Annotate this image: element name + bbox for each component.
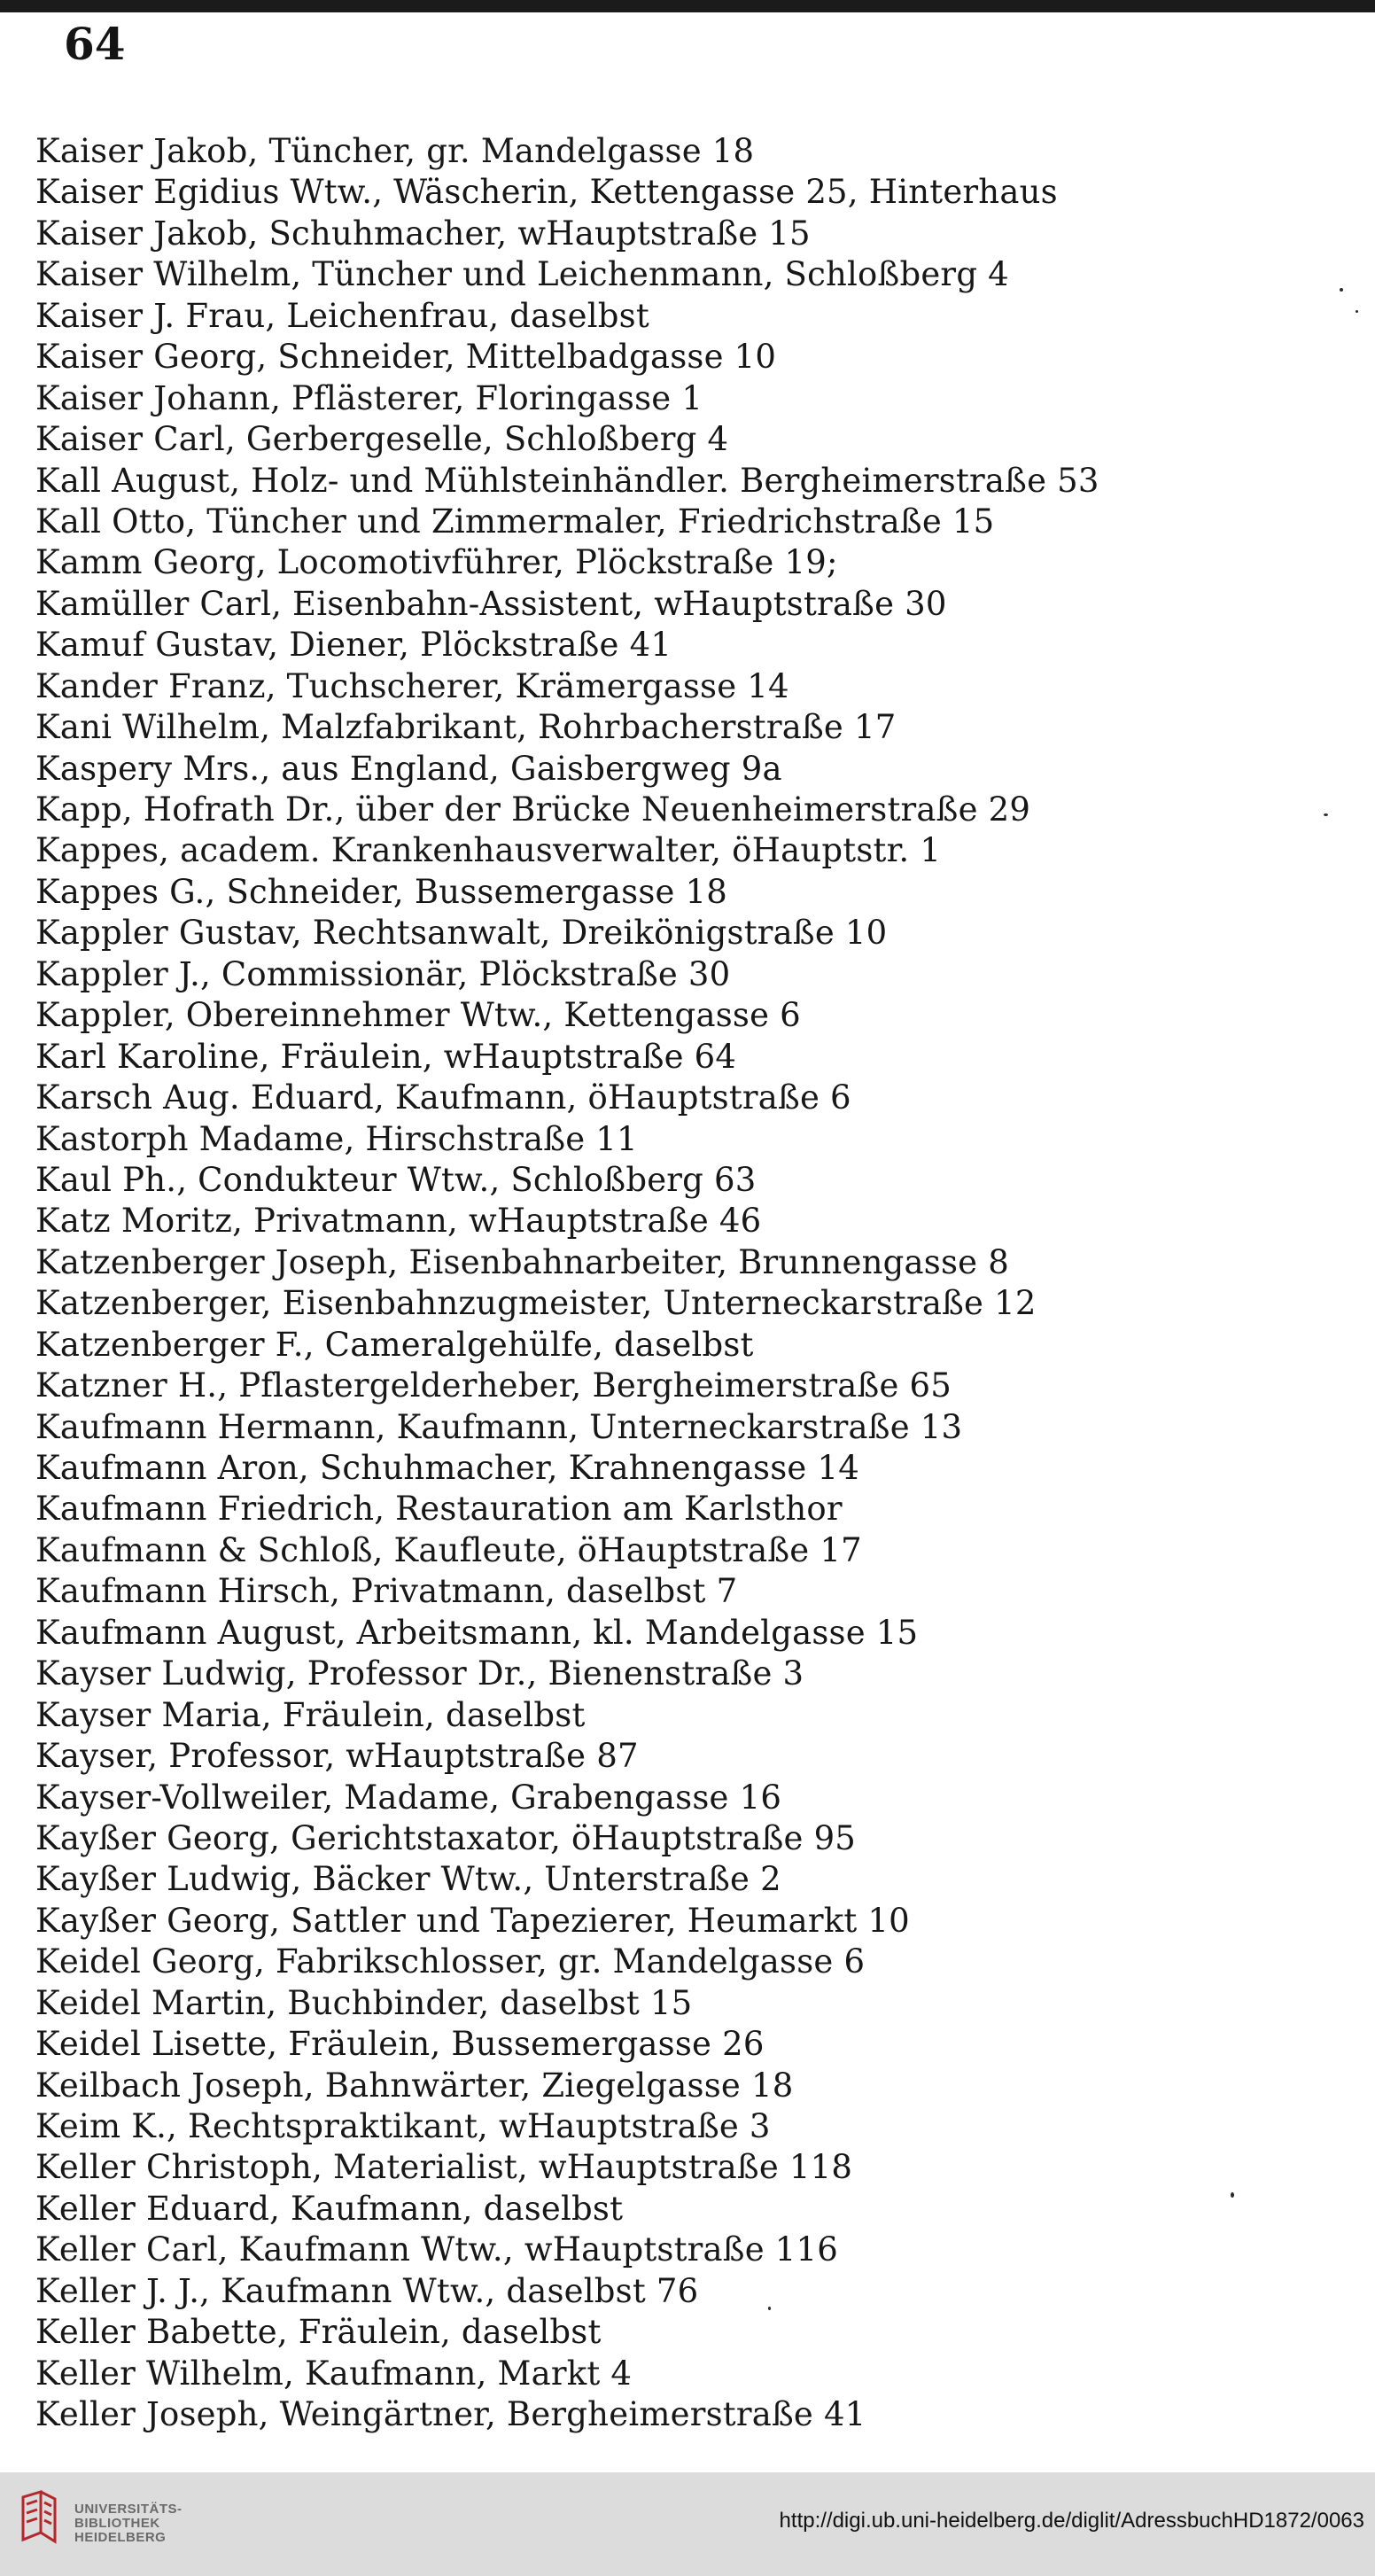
directory-entry: Kaufmann Friedrich, Restauration am Karlsthor <box>35 1490 843 1529</box>
directory-entry: Kappler J., Commissionär, Plöckstraße 30 <box>35 954 731 993</box>
institution-line: BIBLIOTHEK <box>74 2516 160 2531</box>
source-url[interactable]: http://digi.ub.uni-heidelberg.de/diglit/AdressbuchHD1872/0063 <box>779 2509 1364 2533</box>
directory-entry: Kayser, Professor, wHauptstraße 87 <box>35 1737 639 1776</box>
directory-entry: Kapp, Hofrath Dr., über der Brücke Neuenheimerstraße 29 <box>35 790 1031 829</box>
directory-entry: Kaiser Georg, Schneider, Mittelbadgasse 10 <box>35 338 777 377</box>
university-library-logo-icon <box>14 2490 64 2547</box>
directory-entry: Keller Wilhelm, Kaufmann, Markt 4 <box>35 2354 633 2393</box>
directory-entry: Kayser-Vollweiler, Madame, Grabengasse 16 <box>35 1778 782 1817</box>
directory-entry: Kaufmann Hermann, Kaufmann, Unterneckarstraße 13 <box>35 1407 963 1446</box>
directory-entry: Kaiser J. Frau, Leichenfrau, daselbst <box>35 296 649 335</box>
directory-entry: Kaufmann Hirsch, Privatmann, daselbst 7 <box>35 1572 738 1611</box>
institution-line: UNIVERSITÄTS- <box>74 2502 183 2517</box>
directory-entry: Katzenberger F., Cameralgehülfe, daselbst <box>35 1325 754 1364</box>
directory-entry: Kaiser Carl, Gerbergeselle, Schloßberg 4 <box>35 420 729 459</box>
directory-entry: Kappes, academ. Krankenhausverwalter, öHauptstr. 1 <box>35 831 942 870</box>
directory-entries <box>35 131 1302 2436</box>
directory-entry: Kaiser Johann, Pflästerer, Floringasse 1 <box>35 378 703 417</box>
directory-entry: Keller Christoph, Materialist, wHauptstraße 118 <box>35 2148 853 2187</box>
directory-entry: Keller Eduard, Kaufmann, daselbst <box>35 2189 624 2228</box>
scan-speck <box>1356 310 1358 313</box>
institution-line: HEIDELBERG <box>74 2530 167 2545</box>
directory-entry: Kander Franz, Tuchscherer, Krämergasse 14 <box>35 666 789 705</box>
directory-entry: Kaufmann & Schloß, Kaufleute, öHauptstraße 17 <box>35 1530 862 1569</box>
directory-entry: Keilbach Joseph, Bahnwärter, Ziegelgasse 18 <box>35 2066 794 2105</box>
footer-band <box>0 2472 1375 2576</box>
directory-entry: Kaiser Wilhelm, Tüncher und Leichenmann, Schloßberg 4 <box>35 255 1009 294</box>
directory-entry: Kappes G., Schneider, Bussemergasse 18 <box>35 872 728 911</box>
directory-entry: Keller Carl, Kaufmann Wtw., wHauptstraße 116 <box>35 2230 838 2269</box>
directory-entry: Kayser Maria, Fräulein, daselbst <box>35 1695 586 1734</box>
directory-entry: Kamüller Carl, Eisenbahn-Assistent, wHauptstraße 30 <box>35 584 947 623</box>
directory-entry: Kayßer Georg, Gerichtstaxator, öHauptstraße 95 <box>35 1818 857 1857</box>
directory-entry: Karl Karoline, Fräulein, wHauptstraße 64 <box>35 1037 737 1076</box>
directory-entry: Kastorph Madame, Hirschstraße 11 <box>35 1119 638 1158</box>
directory-entry: Kani Wilhelm, Malzfabrikant, Rohrbacherstraße 17 <box>35 708 897 747</box>
scan-speck <box>768 2307 771 2310</box>
directory-entry: Katzner H., Pflastergelderheber, Bergheimerstraße 65 <box>35 1366 952 1405</box>
scan-speck <box>1324 813 1328 816</box>
institution-name <box>74 2502 183 2545</box>
directory-entry: Katz Moritz, Privatmann, wHauptstraße 46 <box>35 1202 762 1241</box>
directory-entry: Keim K., Rechtspraktikant, wHauptstraße 3 <box>35 2107 771 2145</box>
directory-entry: Kaiser Jakob, Tüncher, gr. Mandelgasse 18 <box>35 132 755 170</box>
directory-entry: Kaiser Egidius Wtw., Wäscherin, Kettengasse 25, Hinterhaus <box>35 173 1058 212</box>
directory-entry: Keidel Georg, Fabrikschlosser, gr. Mandelgasse 6 <box>35 1942 866 1981</box>
directory-entry: Kaspery Mrs., aus England, Gaisbergweg 9a <box>35 749 782 788</box>
directory-entry: Kall August, Holz- und Mühlsteinhändler. Bergheimerstraße 53 <box>35 461 1099 500</box>
directory-entry: Kaufmann August, Arbeitsmann, kl. Mandelgasse 15 <box>35 1613 919 1652</box>
directory-entry: Kappler, Obereinnehmer Wtw., Kettengasse 6 <box>35 996 801 1035</box>
directory-entry: Keidel Lisette, Fräulein, Bussemergasse 26 <box>35 2025 765 2064</box>
directory-entry: Kayßer Georg, Sattler und Tapezierer, Heumarkt 10 <box>35 1901 910 1940</box>
directory-entry: Kayser Ludwig, Professor Dr., Bienenstraße 3 <box>35 1654 804 1693</box>
directory-entry: Keller Babette, Fräulein, daselbst <box>35 2313 602 2352</box>
scan-speck <box>1340 288 1343 292</box>
directory-entry: Katzenberger Joseph, Eisenbahnarbeiter, Brunnengasse 8 <box>35 1242 1009 1281</box>
directory-entry: Kall Otto, Tüncher und Zimmermaler, Friedrichstraße 15 <box>35 502 995 541</box>
directory-entry: Kappler Gustav, Rechtsanwalt, Dreikönigstraße 10 <box>35 914 888 953</box>
directory-entry: Keidel Martin, Buchbinder, daselbst 15 <box>35 1983 693 2022</box>
directory-entry: Kamuf Gustav, Diener, Plöckstraße 41 <box>35 626 672 665</box>
scan-speck <box>1231 2192 1234 2198</box>
directory-entry: Keller Joseph, Weingärtner, Bergheimerstraße 41 <box>35 2395 866 2434</box>
directory-entry: Kamm Georg, Locomotivführer, Plöckstraße 19; <box>35 543 838 582</box>
directory-entry: Kayßer Ludwig, Bäcker Wtw., Unterstraße 2 <box>35 1860 781 1899</box>
top-rule <box>0 0 1375 12</box>
directory-entry: Kaul Ph., Condukteur Wtw., Schloßberg 63 <box>35 1160 757 1199</box>
directory-entry: Kaiser Jakob, Schuhmacher, wHauptstraße 15 <box>35 214 811 253</box>
directory-entry: Kaufmann Aron, Schuhmacher, Krahnengasse 14 <box>35 1449 859 1487</box>
directory-entry: Keller J. J., Kaufmann Wtw., daselbst 76 <box>35 2271 699 2310</box>
directory-entry: Karsch Aug. Eduard, Kaufmann, öHauptstraße 6 <box>35 1078 851 1117</box>
directory-entry: Katzenberger, Eisenbahnzugmeister, Unterneckarstraße 12 <box>35 1284 1037 1323</box>
page-number: 64 <box>64 18 126 70</box>
